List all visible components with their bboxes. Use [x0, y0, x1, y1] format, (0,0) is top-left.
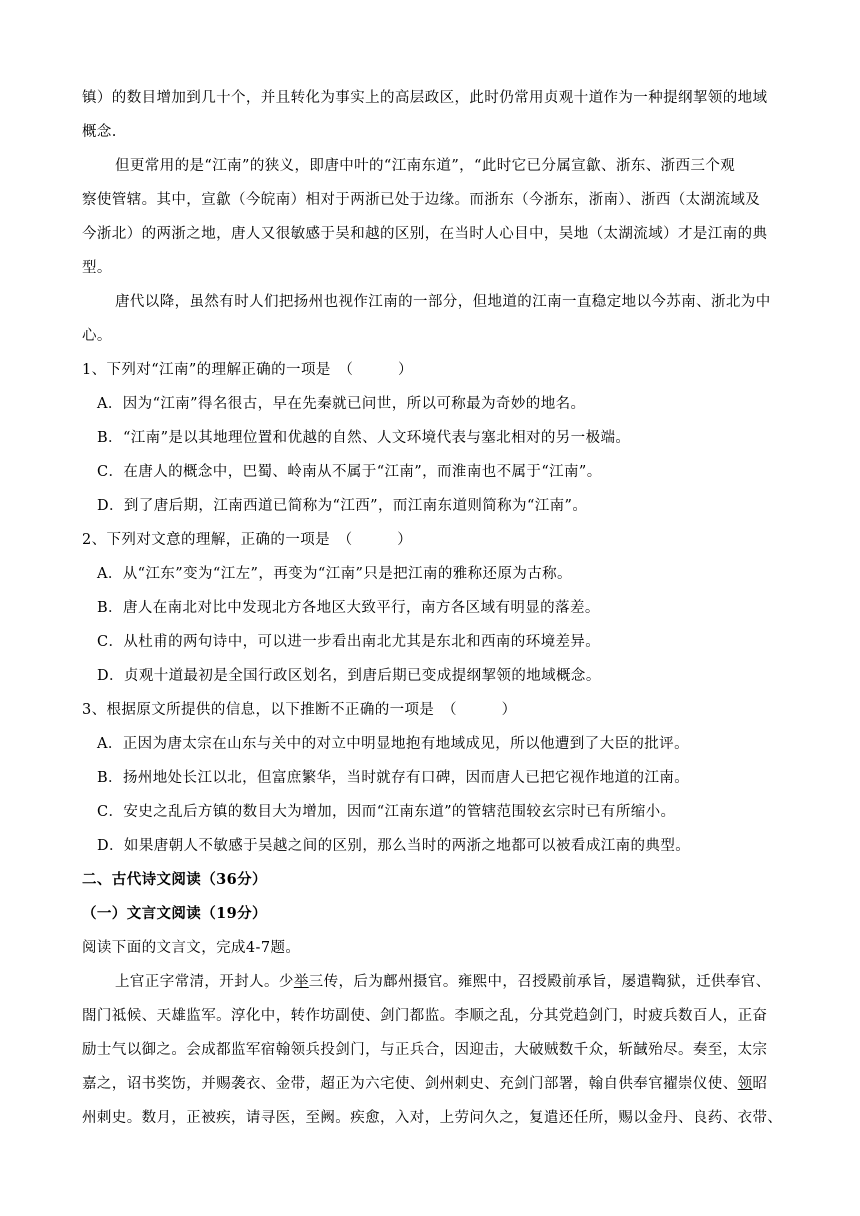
classical-text-line: 励士气以御之。会成都监军宿翰领兵投剑门，与正兵合，因迎击，大破贼数千众，斩馘殆尽。奏至，太宗	[82, 1042, 768, 1058]
question-stem: 1、下列对“江南”的理解正确的一项是 （ ）	[82, 362, 413, 378]
underlined-word: 举	[293, 974, 309, 990]
passage-line: 察使管辖。其中，宣歙（今皖南）相对于两浙已处于边缘。而浙东（今浙东，浙南）、浙西（太湖流域及	[82, 192, 761, 208]
question-option: B．扬州地处长江以北，但富庶繁华，当时就存有口碑，因而唐人已把它视作地道的江南。	[97, 770, 690, 786]
text-segment: 上官正字常清，开封人。少	[115, 974, 294, 990]
section-heading: 二、古代诗文阅读（36分）	[82, 871, 267, 888]
question-stem: 3、根据原文所提供的信息，以下推断不正确的一项是 （ ）	[82, 702, 517, 718]
passage-line: 型。	[82, 260, 112, 276]
question-option: D．如果唐朝人不敏感于吴越之间的区别，那么当时的两浙之地都可以被看成江南的典型。	[97, 838, 691, 854]
classical-text-line	[82, 1074, 782, 1094]
passage-line: 概念.	[82, 124, 117, 140]
passage-line: 镇）的数目增加到几十个，并且转化为事实上的高层政区，此时仍常用贞观十道作为一种提纲挈领的地域	[82, 90, 768, 106]
underlined-word: 领	[737, 1076, 753, 1092]
question-option: C．安史之乱后方镇的数目大为增加，因而“江南东道”的管辖范围较玄宗时已有所缩小。	[97, 804, 676, 820]
question-option: D．贞观十道最初是全国行政区划名，到唐后期已变成提纲挈领的地域概念。	[97, 668, 601, 684]
classical-text-line: 閤门祗候、天雄监军。淳化中，转作坊副使、剑门都监。李顺之乱，分其党趋剑门，时疲兵数百人，正奋	[82, 1008, 768, 1024]
question-option: A．因为“江南”得名很古，早在先秦就已问世，所以可称最为奇妙的地名。	[97, 396, 586, 412]
text-segment: 昭	[752, 1076, 768, 1092]
passage-line: 但更常用的是“江南”的狭义，即唐中叶的“江南东道”，“此时它已分属宣歙、浙东、浙西三个观	[115, 158, 736, 174]
text-segment: 嘉之，诏书奖饬，并赐袭衣、金带，超正为六宅使、剑州刺史、充剑门部署，翰自供奉官擢崇仪使、	[82, 1076, 738, 1092]
classical-text-line: 州刺史。数月，正被疾，请寻医，至阙。疾愈，入对，上劳问久之，复遣还任所，赐以金丹、良药、衣带、	[82, 1110, 783, 1126]
question-option: C．在唐人的概念中，巴蜀、岭南从不属于“江南”，而淮南也不属于“江南”。	[97, 464, 602, 480]
question-option: D．到了唐后期，江南西道已简称为“江西”，而江南东道则简称为“江南”。	[97, 498, 588, 514]
question-option: A．从“江东”变为“江左”，再变为“江南”只是把江南的雅称还原为古称。	[97, 566, 572, 582]
passage-line: 唐代以降，虽然有时人们把扬州也视作江南的一部分，但地道的江南一直稳定地以今苏南、浙北为中	[115, 294, 771, 310]
passage-line: 今浙北）的两浙之地，唐人又很敏感于吴和越的区别，在当时人心目中，吴地（太湖流域）才是江南的典	[82, 226, 768, 242]
question-option: C．从杜甫的两句诗中，可以进一步看出南北尤其是东北和西南的环境差异。	[97, 634, 601, 650]
passage-line: 心。	[82, 328, 112, 344]
question-option: A．正因为唐太宗在山东与关中的对立中明显地抱有地域成见，所以他遭到了大臣的批评。	[97, 736, 689, 752]
instruction-text: 阅读下面的文言文，完成4-7题。	[82, 940, 301, 956]
text-segment: 三传，后为鄜州摄官。雍熙中，召授殿前承旨，屡遣鞫狱，迁供奉官、	[308, 974, 771, 990]
question-stem: 2、下列对文意的理解，正确的一项是 （ ）	[82, 532, 413, 548]
subsection-heading: （一）文言文阅读（19分）	[82, 905, 267, 922]
question-option: B．唐人在南北对比中发现北方各地区大致平行，南方各区域有明显的落差。	[97, 600, 600, 616]
question-option: B．“江南”是以其地理位置和优越的自然、人文环境代表与塞北相对的另一极端。	[97, 430, 631, 446]
classical-text-line	[115, 972, 815, 992]
